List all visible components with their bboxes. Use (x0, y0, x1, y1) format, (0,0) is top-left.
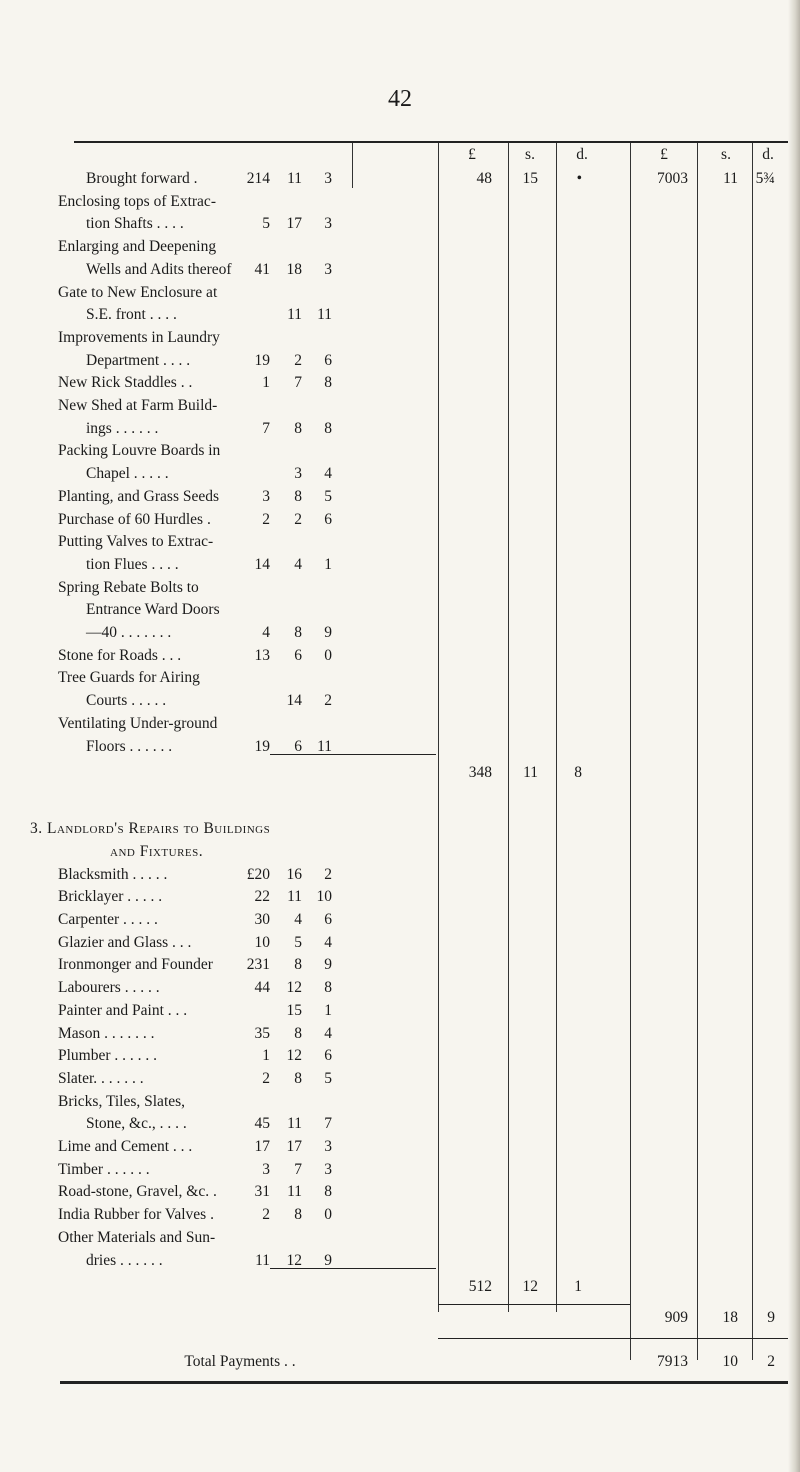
ledger-item-amount: 19 (254, 737, 270, 755)
ledger-item-label: New Shed at Farm Build- (58, 397, 218, 414)
brought-forward-subtotal: • (576, 170, 582, 187)
repair-item-amount: 22 (254, 888, 270, 906)
ledger-item-amount: 1 (262, 374, 270, 392)
total-payments-amount: 10 (722, 1353, 738, 1371)
ledger-item-amount: 2 (262, 510, 270, 528)
repair-item-amount: 4 (324, 933, 332, 951)
repair-item-label: Glazier and Glass . . . (58, 933, 192, 951)
subtotal-rule (270, 1268, 436, 1269)
page-edge (788, 0, 800, 1472)
ledger-item-amount: 6 (324, 510, 332, 528)
repair-item-amount: 15 (286, 1001, 302, 1019)
top-rule (74, 141, 788, 143)
column-rule (630, 143, 631, 1360)
repair-item-amount: 6 (324, 911, 332, 928)
ledger-item-amount: 13 (254, 646, 270, 664)
repair-item-label: Timber . . . . . . (58, 1160, 150, 1178)
ledger-item-amount: 8 (294, 487, 302, 505)
bottom-rule (60, 1381, 788, 1384)
repair-item-label: Mason . . . . . . . (58, 1024, 155, 1042)
subtotal-rule (438, 1338, 630, 1339)
repair-item-amount: 12 (286, 1251, 302, 1269)
ledger-item-amount: 8 (324, 374, 332, 392)
ledger-item-amount: 2 (294, 351, 302, 369)
ledger-item-amount: 14 (286, 692, 302, 710)
ledger-item-label: S.E. front . . . . (86, 306, 177, 324)
repair-item-label: Ironmonger and Founder (58, 956, 213, 974)
repair-item-amount: 1 (324, 1001, 332, 1019)
ledger-item-amount: 2 (324, 692, 332, 710)
repair-item-amount: 7 (324, 1115, 332, 1133)
section-heading: 3. Landlord's Repairs to Buildings (30, 820, 271, 838)
brought-forward-subtotal: 48 (476, 170, 492, 187)
ledger-item-amount: 8 (294, 419, 302, 437)
repair-item-label: Bricks, Tiles, Slates, (58, 1092, 186, 1110)
repair-item-amount: 10 (316, 888, 332, 906)
ledger-item-label: Packing Louvre Boards in (58, 442, 221, 460)
brought-forward-subtotal: 15 (522, 170, 538, 187)
ledger-item-amount: 3 (262, 487, 270, 505)
total-payments-amount: 2 (767, 1353, 775, 1371)
repair-item-amount: 8 (294, 1206, 302, 1224)
repair-item-amount: 5 (324, 1069, 332, 1087)
ledger-item-amount: 6 (294, 646, 302, 664)
repair-item-label: Painter and Paint . . . (58, 1001, 188, 1019)
ledger-item-amount: 14 (254, 555, 270, 573)
ledger-item-amount: 6 (324, 351, 332, 369)
ledger-item-amount: 5 (262, 215, 270, 233)
ledger-item-amount: 1 (324, 555, 332, 573)
page-number: 42 (388, 86, 412, 112)
subtotal-rule (270, 754, 436, 755)
repair-item-amount: 9 (324, 1251, 332, 1269)
ledger-item-label: Wells and Adits thereof (86, 260, 232, 278)
repair-item-label: Other Materials and Sun- (58, 1228, 216, 1246)
repair-item-amount: 2 (262, 1069, 270, 1087)
ledger-item-label: Enlarging and Deepening (58, 238, 217, 256)
repair-item-amount: 8 (294, 1069, 302, 1087)
brought-forward-running: 11 (723, 170, 738, 187)
repair-item-amount: 231 (246, 956, 270, 974)
ledger-item-label: tion Flues . . . . (86, 555, 179, 573)
repair-item-amount: 44 (254, 979, 270, 997)
ledger-item-amount: 0 (324, 646, 332, 664)
repair-item-label: Bricklayer . . . . . (58, 888, 163, 906)
ledger-item-amount: 5 (324, 487, 332, 505)
ledger-item-label: Floors . . . . . . (86, 737, 173, 755)
repair-item-amount: 11 (287, 1183, 302, 1201)
ledger-item-label: tion Shafts . . . . (86, 215, 184, 233)
repair-item-amount: 8 (324, 979, 332, 997)
repair-item-label: Stone, &c., . . . . (86, 1115, 187, 1133)
repair-item-amount: 45 (254, 1115, 270, 1133)
brought-forward-label: Brought forward . (86, 170, 198, 187)
column-rule (556, 143, 557, 1312)
ledger-item-amount: 3 (294, 465, 302, 483)
ledger-item-amount: 41 (254, 260, 270, 278)
ledger-item-label: ings . . . . . . (86, 419, 159, 437)
ledger-item-amount: 18 (286, 260, 302, 278)
repair-item-amount: 30 (254, 911, 270, 928)
ledger-item-amount: 4 (324, 465, 332, 483)
ledger-item-amount: 8 (294, 624, 302, 641)
currency-header: £ (468, 146, 476, 163)
subtotal-rule (630, 1338, 790, 1339)
repair-item-amount: £20 (246, 865, 270, 883)
ledger-item-label: Improvements in Laundry (58, 328, 220, 346)
ledger-item-amount: 4 (262, 624, 270, 641)
ledger-item-amount: 17 (286, 215, 302, 233)
repair-item-label: Plumber . . . . . . (58, 1047, 158, 1065)
ledger-item-amount: 11 (287, 306, 302, 324)
column-rule (352, 143, 353, 188)
repair-item-amount: 4 (294, 911, 302, 928)
currency-header: d. (762, 146, 774, 163)
repair-item-label: dries . . . . . . (86, 1251, 163, 1269)
repair-item-amount: 31 (254, 1183, 270, 1201)
column-rule (752, 143, 753, 1360)
ledger-item-label: Chapel . . . . . (86, 465, 169, 483)
repair-item-amount: 2 (262, 1206, 270, 1224)
brought-forward-amount: 3 (324, 170, 332, 187)
repair-item-label: Carpenter . . . . . (58, 911, 158, 928)
section-total: 12 (522, 1278, 538, 1296)
repair-item-amount: 5 (294, 933, 302, 951)
ledger-item-label: Stone for Roads . . . (58, 646, 182, 664)
grand-subtotal: 18 (722, 1309, 738, 1327)
ledger-item-label: Department . . . . (86, 351, 191, 369)
column-rule (697, 143, 698, 1360)
ledger-item-label: Ventilating Under-ground (58, 714, 218, 732)
ledger-item-label: Planting, and Grass Seeds (58, 487, 220, 505)
repair-item-amount: 6 (324, 1047, 332, 1065)
currency-header: s. (525, 146, 535, 163)
column-rule (508, 143, 509, 1312)
currency-header: d. (576, 146, 588, 163)
total-payments-label: Total Payments . . (184, 1353, 296, 1371)
brought-forward-amount: 11 (287, 170, 302, 187)
repair-item-label: India Rubber for Valves . (58, 1206, 214, 1224)
ledger-item-label: Courts . . . . . (86, 692, 167, 710)
total-payments-amount: 7913 (657, 1353, 688, 1371)
repair-item-amount: 16 (286, 865, 302, 883)
repair-item-amount: 9 (324, 956, 332, 974)
repair-item-amount: 3 (324, 1160, 332, 1178)
repair-item-label: Slater. . . . . . . (58, 1069, 144, 1087)
currency-header: s. (721, 146, 731, 163)
repair-item-amount: 3 (324, 1138, 332, 1155)
repair-item-amount: 8 (324, 1183, 332, 1201)
brought-forward-amount: 214 (246, 170, 270, 187)
ledger-item-amount: 11 (317, 306, 332, 324)
ledger-item-amount: 7 (294, 374, 302, 392)
grand-subtotal: 9 (767, 1309, 775, 1327)
ledger-item-amount: 19 (254, 351, 270, 369)
repair-item-amount: 7 (294, 1160, 302, 1178)
repair-item-amount: 17 (254, 1138, 270, 1155)
repair-item-amount: 11 (287, 888, 302, 906)
section-total: 512 (468, 1278, 492, 1296)
ledger-item-amount: 11 (317, 737, 332, 755)
ledger-item-amount: 3 (324, 260, 332, 278)
repair-item-amount: 2 (324, 865, 332, 883)
section-total: 1 (574, 1278, 582, 1296)
repair-item-amount: 0 (324, 1206, 332, 1224)
repair-item-amount: 35 (254, 1024, 270, 1042)
repair-item-amount: 12 (286, 979, 302, 997)
repair-item-label: Road-stone, Gravel, &c. . (58, 1183, 217, 1201)
ledger-item-label: —40 . . . . . . . (86, 624, 172, 641)
repair-item-amount: 17 (286, 1138, 302, 1155)
repair-item-amount: 3 (262, 1160, 270, 1178)
section-total: 348 (468, 764, 492, 782)
repair-item-label: Labourers . . . . . (58, 979, 160, 997)
ledger-item-label: Spring Rebate Bolts to (58, 578, 199, 596)
section-total: 8 (574, 764, 582, 782)
grand-subtotal: 909 (664, 1309, 688, 1327)
repair-item-amount: 4 (324, 1024, 332, 1042)
repair-item-label: Blacksmith . . . . . (58, 865, 168, 883)
ledger-item-amount: 8 (324, 419, 332, 437)
ledger-item-amount: 6 (294, 737, 302, 755)
ledger-item-amount: 4 (294, 555, 302, 573)
repair-item-amount: 11 (287, 1115, 302, 1133)
repair-item-amount: 8 (294, 1024, 302, 1042)
currency-header: £ (660, 146, 668, 163)
brought-forward-running: 5¾ (755, 170, 775, 187)
ledger-item-label: Entrance Ward Doors (86, 601, 220, 619)
section-total: 11 (523, 764, 538, 782)
section-heading: and Fixtures. (110, 842, 204, 860)
repair-item-amount: 1 (262, 1047, 270, 1065)
ledger-item-amount: 2 (294, 510, 302, 528)
ledger-item-label: Gate to New Enclosure at (58, 283, 218, 301)
ledger-item-label: Enclosing tops of Extrac- (58, 192, 216, 210)
subtotal-rule (438, 1304, 630, 1305)
ledger-item-label: Putting Valves to Extrac- (58, 533, 214, 551)
repair-item-label: Lime and Cement . . . (58, 1138, 193, 1155)
repair-item-amount: 8 (294, 956, 302, 974)
ledger-item-amount: 3 (324, 215, 332, 233)
repair-item-amount: 12 (286, 1047, 302, 1065)
ledger-item-label: Tree Guards for Airing (58, 669, 200, 687)
ledger-item-label: New Rick Staddles . . (58, 374, 193, 392)
ledger-item-amount: 9 (324, 624, 332, 641)
repair-item-amount: 11 (255, 1251, 270, 1269)
ledger-item-amount: 7 (262, 419, 270, 437)
ledger-item-label: Purchase of 60 Hurdles . (58, 510, 211, 528)
repair-item-amount: 10 (254, 933, 270, 951)
brought-forward-running: 7003 (657, 170, 688, 187)
column-rule (438, 143, 439, 1312)
